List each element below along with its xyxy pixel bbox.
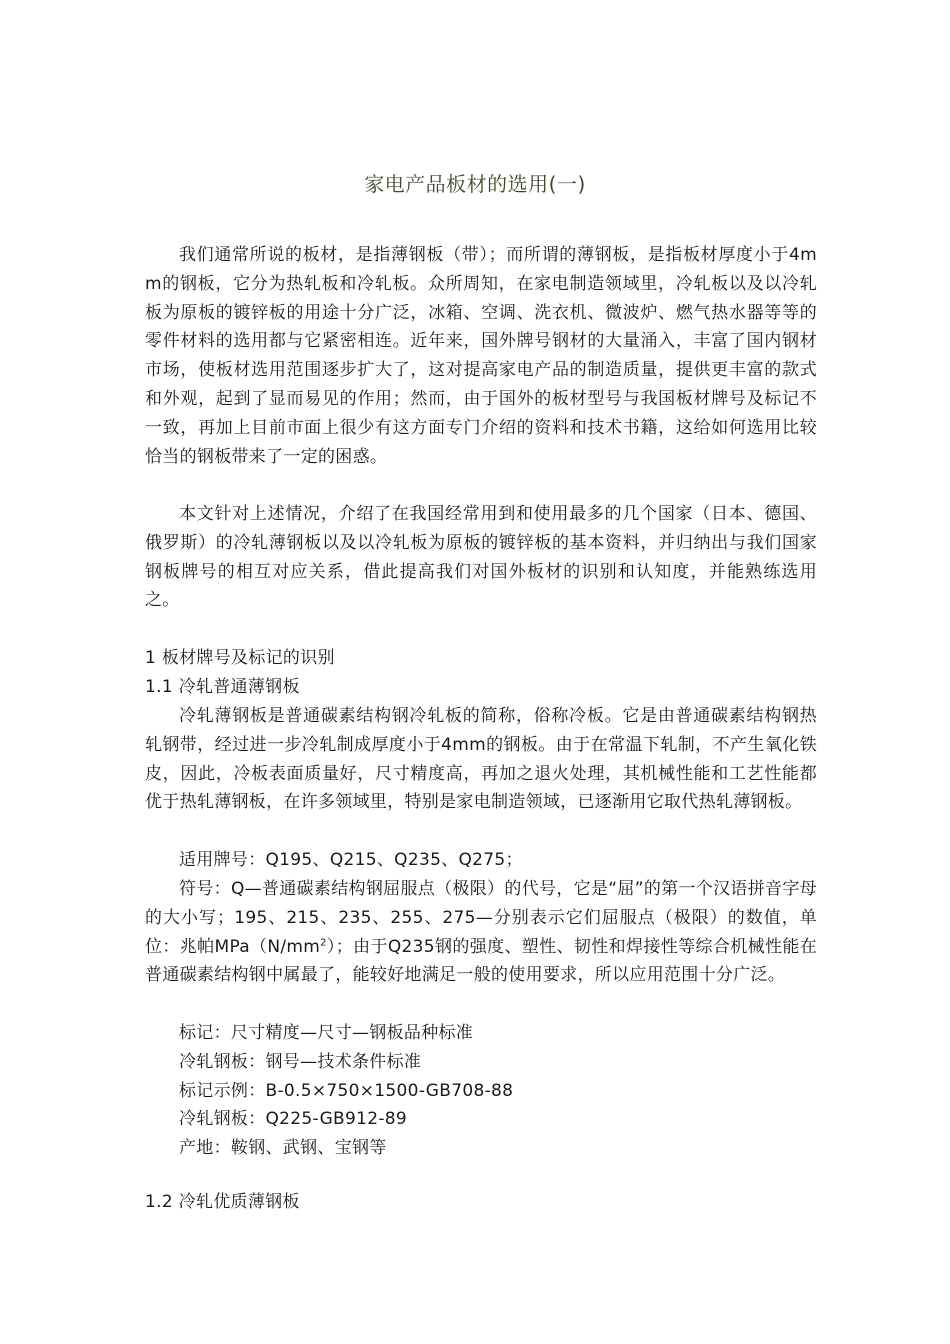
- symbol-paragraph: [145, 875, 817, 990]
- intro-paragraph-1: 我们通常所说的板材，是指薄钢板（带）；而所谓的薄钢板，是指板材厚度小于4mm的钢板，它分为热轧板和冷轧板。众所周知，在家电制造领域里，冷轧板以及以冷轧板为原板的镀锌板的用途十分广泛，冰箱、空调、洗衣机、微波炉、燃气热水器等等的零件材料的选用都与它紧密相连。近年来，国外牌号钢材的大量涌入，丰富了国内钢材市场，使板材选用范围逐步扩大了，这对提高家电产品的制造质量，提供更丰富的款式和外观，起到了显而易见的作用；然而，由于国外的板材型号与我国板材牌号及标记不一致，再加上目前市面上很少有这方面专门介绍的资料和技术书籍，这给如何选用比较恰当的钢板带来了一定的困惑。: [145, 245, 817, 467]
- section-heading-1-2: [145, 1188, 817, 1217]
- symbol-text-b: ）；由于Q235钢的强度、塑性、韧性和焊接性等综合机械性能在普通碳素结构钢中属最了，能较好地满足一般的使用要求，所以应用范围十分广泛。: [145, 936, 817, 986]
- section-1-title: 1 板材牌号及标记的识别: [145, 648, 335, 668]
- marking-list: [145, 1019, 817, 1163]
- section-heading-1-1: [145, 673, 817, 702]
- section-1-1-title: 1.1 冷轧普通薄钢板: [145, 677, 300, 697]
- document-title: 家电产品板材的选用(一): [364, 172, 586, 196]
- marking-line: 标记：尺寸精度—尺寸—钢板品种标准: [179, 1023, 474, 1043]
- grades-line: 适用牌号：Q195、Q215、Q235、Q275；: [179, 850, 523, 870]
- section-heading-1: [145, 644, 817, 673]
- marking-line: 产地：鞍钢、武钢、宝钢等: [179, 1138, 387, 1159]
- marking-line: 标记示例：B-0.5×750×1500-GB708-88: [179, 1080, 514, 1101]
- section-1-2-title: 1.2 冷轧优质薄钢板: [145, 1192, 300, 1212]
- section-1-1-paragraph: 冷轧薄钢板是普通碳素结构钢冷轧板的简称，俗称冷板。它是由普通碳素结构钢热轧钢带，经过进一步冷轧制成厚度小于4mm的钢板。由于在常温下轧制，不产生氧化铁皮，因此，冷板表面质量好，尺寸精度高，再加之退火处理，其机械性能和工艺性能都优于热轧薄钢板，在许多领域里，特别是家电制造领域，已逐渐用它取代热轧薄钢板。: [145, 706, 817, 813]
- marking-line: 冷轧钢板：钢号—技术条件标准: [179, 1051, 422, 1072]
- symbol-text-a: 符号：Q—普通碳素结构钢屈服点（极限）的代号，它是“屈”的第一个汉语拼音字母的大小写；195、215、235、255、275—分别表示它们屈服点（极限）的数值，单位：兆帕MPa（N/mm: [145, 879, 817, 957]
- superscript-2: 2: [320, 936, 327, 948]
- marking-line: 冷轧钢板：Q225-GB912-89: [179, 1109, 408, 1130]
- intro-paragraph-2: 本文针对上述情况，介绍了在我国经常用到和使用最多的几个国家（日本、德国、俄罗斯）的冷轧薄钢板以及以冷轧板为原板的镀锌板的基本资料，并归纳出与我们国家钢板牌号的相互对应关系，借此提高我们对国外板材的识别和认知度，并能熟练选用之。: [145, 504, 817, 611]
